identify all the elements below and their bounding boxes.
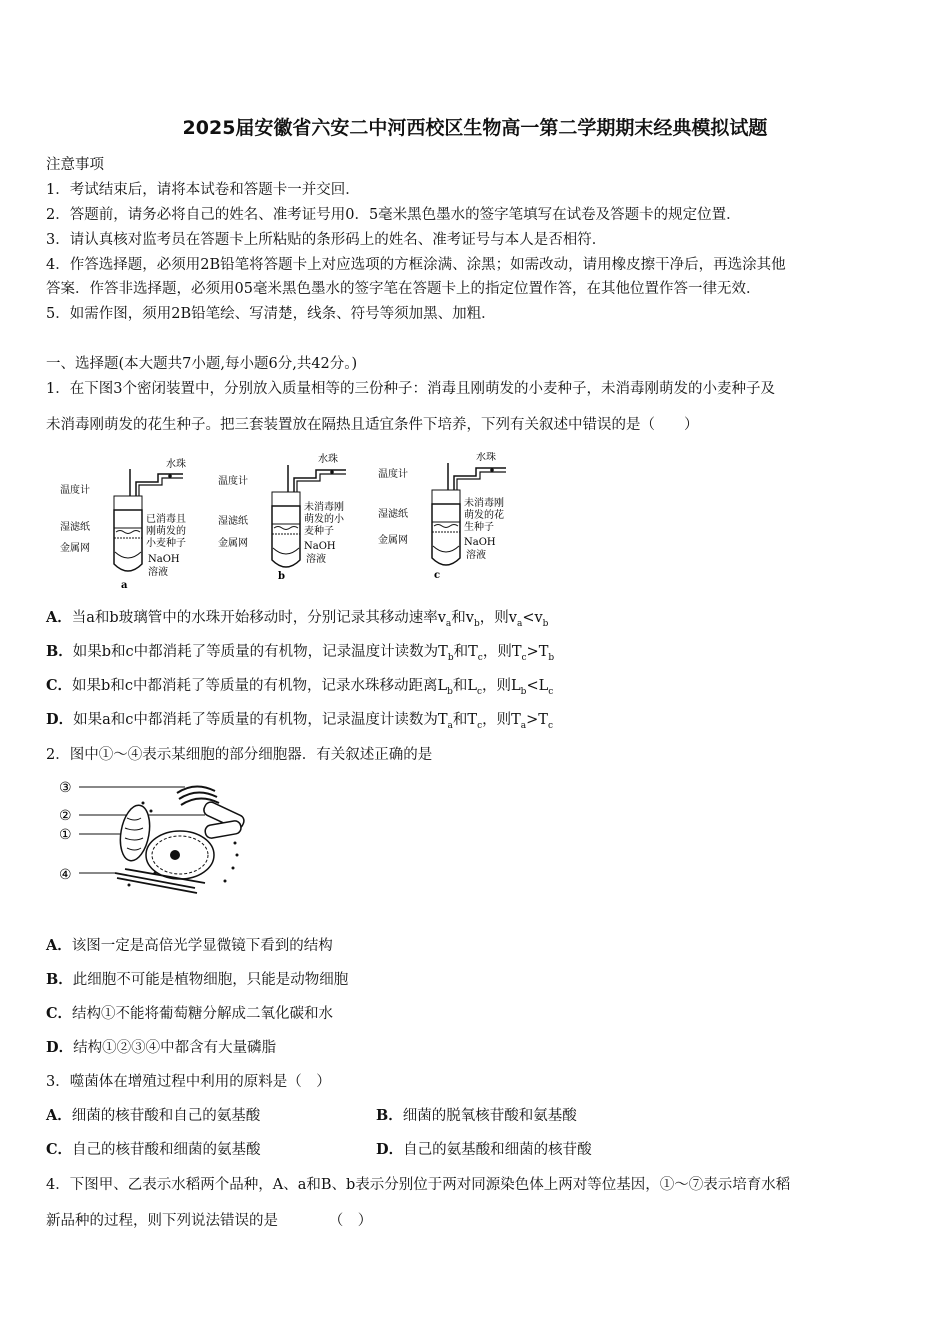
q1-option-a[interactable]: A．当a和b玻璃管中的水珠开始移动时，分别记录其移动速率$v_a$和$v_b$，则$v_a<v_b$ [46,609,549,629]
stopper-c [432,490,460,504]
label-solution: 溶液 [306,554,326,565]
note-item: 1．考试结束后，请将本试卷和答题卡一并交回． [46,182,360,198]
q3-stem: 3．噬菌体在增殖过程中利用的原料是（ ） [46,1074,331,1090]
water-drop-c [490,468,494,472]
label-organelle-2: ② [59,808,72,824]
note-item: 3．请认真核对监考员在答题卡上所粘贴的条形码上的姓名、准考证号与本人是否相符． [46,232,607,248]
page-title: 2025届安徽省六安二中河西校区生物高一第二学期期末经典模拟试题 [182,117,768,139]
label-letter-c: c [434,570,441,581]
q2-cell-figure [55,773,255,903]
label-mesh: 金属网 [378,535,408,546]
nucleolus [170,850,180,860]
q3-option-d[interactable]: D．自己的氨基酸和细菌的核苷酸 [376,1141,592,1158]
q1-apparatus-figure [58,452,528,592]
label-seeds: 萌发的小 [304,514,344,525]
note-item: 5．如需作图，须用2B铅笔绘、写清楚，线条、符号等须加黑、加粗． [46,306,496,322]
label-organelle-3: ③ [59,780,72,796]
label-letter-a: a [121,580,128,591]
label-solution: 溶液 [466,550,486,561]
label-seeds: 未消毒刚 [304,502,344,513]
q1-option-d[interactable]: D．如果a和c中都消耗了等质量的有机物，记录温度计读数为$T_a$和$T_c$，则$T_a>T_c$ [46,711,554,731]
q2-stem: 2．图中①～④表示某细胞的部分细胞器．有关叙述正确的是 [46,747,433,763]
label-seeds: 麦种子 [304,526,334,537]
label-mesh: 金属网 [218,538,248,549]
label-seeds: 萌发的花 [464,510,504,521]
centriole [202,800,246,839]
label-water-drop: 水珠 [318,454,338,465]
q4-stem-line2: 新品种的过程，则下列说法错误的是 （ ） [46,1213,373,1229]
label-seeds: 未消毒刚 [464,498,504,509]
stopper-b [272,492,300,506]
notes-heading: 注意事项 [46,157,104,173]
tube-c [432,504,460,565]
label-wet-paper: 湿滤纸 [60,522,90,533]
label-naoh: NaOH [464,537,496,548]
q2-option-b[interactable]: B．此细胞不可能是植物细胞，只能是动物细胞 [46,971,349,988]
section-heading: 一、选择题(本大题共7小题,每小题6分,共42分。) [46,356,358,372]
glass-tube-a [136,474,183,510]
stopper-a [114,496,142,510]
label-seeds: 已消毒且 [146,514,186,525]
label-water-drop: 水珠 [476,452,496,463]
q3-option-c[interactable]: C．自己的核苷酸和细菌的氨基酸 [46,1141,261,1158]
water-drop-b [330,470,334,474]
apparatus-a [60,457,186,591]
label-naoh: NaOH [148,554,180,565]
label-naoh: NaOH [304,541,336,552]
q2-option-a[interactable]: A．该图一定是高倍光学显微镜下看到的结构 [46,937,333,954]
label-wet-paper: 湿滤纸 [218,516,248,527]
apparatus-b [218,452,346,582]
q1-stem-line1: 1．在下图3个密闭装置中，分别放入质量相等的三份种子：消毒且刚萌发的小麦种子，未消毒刚萌发的小麦种子及 [46,381,775,397]
note-item: 2．答题前，请务必将自己的姓名、准考证号用0．5毫米黑色墨水的签字笔填写在试卷及答题卡的规定位置． [46,207,741,223]
label-organelle-1: ① [59,827,72,843]
label-thermometer: 温度计 [378,469,408,480]
tube-b [272,506,300,567]
label-water-drop: 水珠 [166,459,186,470]
q1-option-b[interactable]: B．如果b和c中都消耗了等质量的有机物，记录温度计读数为$T_b$和$T_c$，则$T_c>T_b$ [46,643,555,663]
tube-a [114,510,142,571]
apparatus-c [378,452,506,581]
label-seeds: 刚萌发的 [146,526,186,537]
note-item: 4．作答选择题，必须用2B铅笔将答题卡上对应选项的方框涂满、涂黑；如需改动，请用橡皮擦干净后，再选涂其他 [46,257,786,273]
label-thermometer: 温度计 [218,476,248,487]
q1-stem-line2: 未消毒刚萌发的花生种子。把三套装置放在隔热且适宜条件下培养，下列有关叙述中错误的是（ ） [46,417,699,433]
q4-stem-line1: 4．下图甲、乙表示水稻两个品种，A、a和B、b表示分别位于两对同源染色体上两对等位基因，①～⑦表示培育水稻 [46,1177,791,1193]
q3-option-b[interactable]: B．细菌的脱氧核苷酸和氨基酸 [376,1107,577,1124]
q2-option-d[interactable]: D．结构①②③④中都含有大量磷脂 [46,1039,277,1056]
q2-option-c[interactable]: C．结构①不能将葡萄糖分解成二氧化碳和水 [46,1005,334,1022]
label-thermometer: 温度计 [60,485,90,496]
label-letter-b: b [278,571,285,582]
label-seeds: 小麦种子 [146,538,186,549]
label-wet-paper: 湿滤纸 [378,509,408,520]
label-seeds: 生种子 [464,522,494,533]
note-item: 答案．作答非选择题，必须用05毫米黑色墨水的签字笔在答题卡上的指定位置作答，在其他位置作答一律无效． [46,281,761,297]
q3-option-a[interactable]: A．细菌的核苷酸和自己的氨基酸 [46,1107,261,1124]
water-drop-a [168,474,172,478]
label-solution: 溶液 [148,567,168,578]
q1-option-c[interactable]: C．如果b和c中都消耗了等质量的有机物，记录水珠移动距离$L_b$和$L_c$，则$L_b<L_c$ [46,677,554,697]
label-mesh: 金属网 [60,543,90,554]
label-organelle-4: ④ [59,867,72,883]
